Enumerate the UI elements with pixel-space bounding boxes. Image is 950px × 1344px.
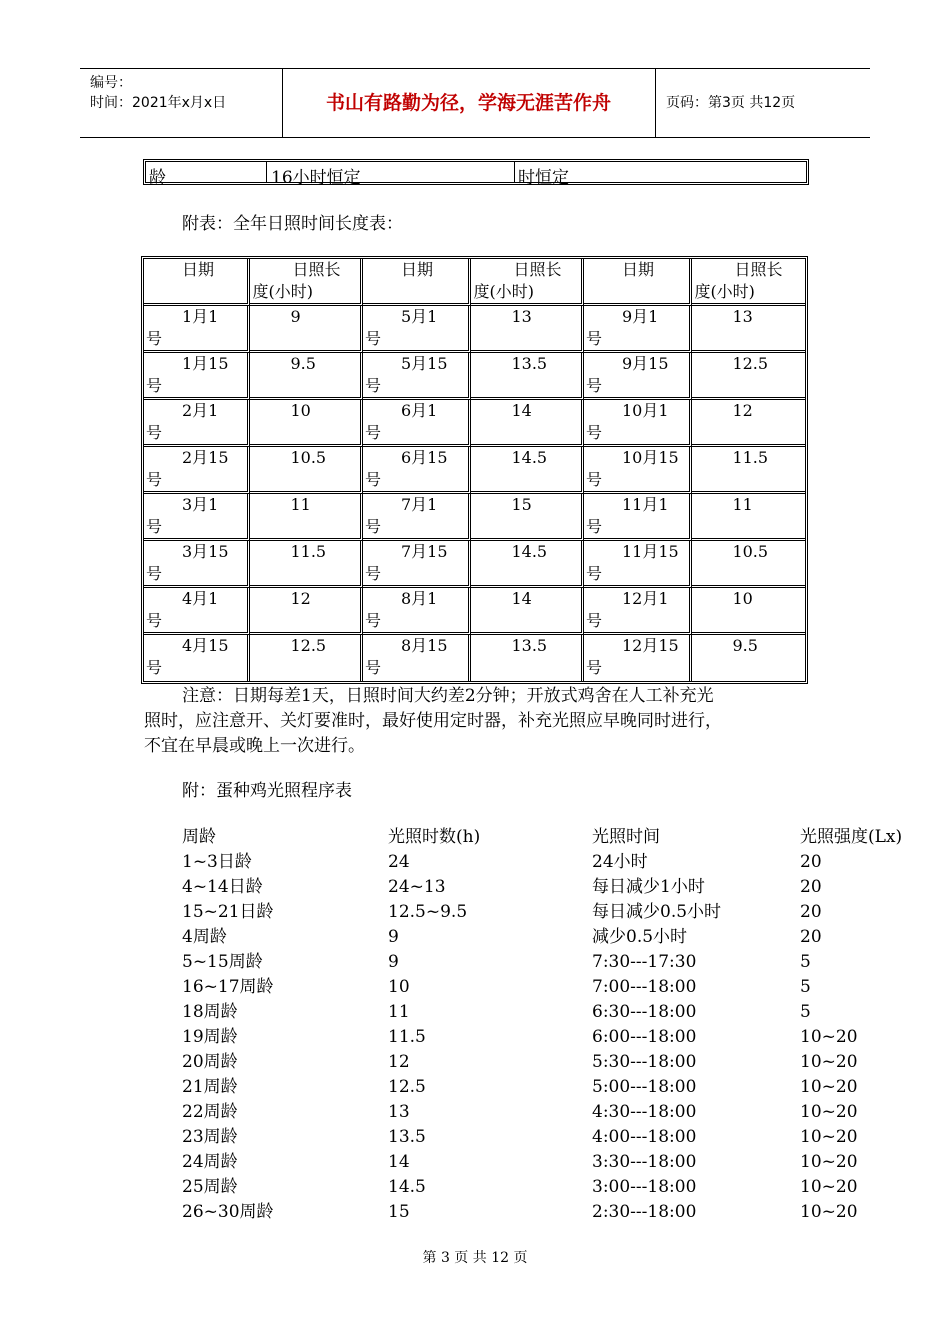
page-header: [80, 68, 870, 138]
daylight-hours-cell: 9.5: [250, 353, 363, 400]
date-cell: [584, 541, 692, 588]
date-cell: [584, 353, 692, 400]
program-cell: 每日减少1小时: [592, 877, 705, 897]
program-cell: 19周龄: [182, 1027, 238, 1047]
program-cell: 4周龄: [182, 927, 227, 947]
date-suffix: 号: [364, 611, 381, 630]
program-cell: 12.5: [388, 1077, 426, 1097]
header-length-line1: 日照长: [292, 260, 341, 279]
program-cell: 25周龄: [182, 1177, 238, 1197]
program-cell: 24小时: [592, 852, 648, 872]
date-suffix: 号: [146, 423, 163, 442]
date-day: 5月15: [400, 354, 448, 373]
date-cell: [144, 353, 250, 400]
program-cell: 11: [388, 1002, 410, 1022]
program-cell: 10~20: [800, 1077, 858, 1097]
date-suffix: 号: [146, 658, 163, 677]
program-cell: 11.5: [388, 1027, 426, 1047]
daylight-hours-cell: 10: [250, 400, 363, 447]
daylight-hours-cell: 14: [471, 588, 584, 635]
date-cell: [144, 400, 250, 447]
doc-number-label: 编号：: [90, 75, 132, 91]
header-divider: [655, 69, 656, 137]
program-cell: 15~21日龄: [182, 902, 274, 922]
date-suffix: 号: [585, 329, 602, 348]
date-suffix: 号: [364, 564, 381, 583]
daylight-hours-cell: 14.5: [471, 447, 584, 494]
program-cell: 1~3日龄: [182, 852, 252, 872]
date-cell: [584, 400, 692, 447]
date-day: 8月1: [400, 589, 438, 608]
program-cell: 5~15周龄: [182, 952, 263, 972]
date-day: 4月15: [182, 636, 229, 655]
daylight-hours-cell: 12.5: [692, 353, 805, 400]
continued-table-row: [143, 159, 809, 188]
date-cell: [363, 400, 471, 447]
date-suffix: 号: [585, 564, 602, 583]
header-motto: 书山有路勤为径，学海无涯苦作舟: [325, 92, 611, 114]
date-day: 12月1: [621, 589, 669, 608]
program-cell: 周龄: [182, 827, 216, 847]
program-cell: 20: [800, 877, 822, 897]
date-cell: [144, 635, 250, 681]
program-cell: 22周龄: [182, 1102, 238, 1122]
header-length-line2: 度(小时): [694, 282, 755, 301]
program-cell: 9: [388, 927, 399, 947]
table-row: [144, 400, 805, 447]
date-day: 10月15: [621, 448, 679, 467]
program-cell: 14: [388, 1152, 410, 1172]
program-cell: 4~14日龄: [182, 877, 263, 897]
table-row: [144, 494, 805, 541]
date-day: 5月1: [400, 307, 438, 326]
date-day: 2月1: [182, 401, 219, 420]
program-cell: 10~20: [800, 1152, 858, 1172]
daylight-hours-cell: 15: [471, 494, 584, 541]
table-row: [144, 306, 805, 353]
appendix-title: 附表：全年日照时间长度表：: [182, 214, 403, 234]
date-day: 9月15: [621, 354, 669, 373]
program-cell: 24周龄: [182, 1152, 238, 1172]
program-cell: 13.5: [388, 1127, 426, 1147]
daylight-hours-cell: 14.5: [471, 541, 584, 588]
date-day: 11月15: [621, 542, 679, 561]
date-day: 4月1: [182, 589, 219, 608]
date-cell: [584, 588, 692, 635]
table-row: [144, 635, 805, 681]
date-suffix: 号: [146, 470, 163, 489]
header-length-line2: 度(小时): [252, 282, 313, 301]
date-suffix: 号: [585, 658, 602, 677]
table-row: [144, 447, 805, 494]
date-suffix: 号: [585, 611, 602, 630]
date-day: 6月1: [400, 401, 438, 420]
header-length-line1: 日照长: [513, 260, 562, 279]
date-suffix: 号: [585, 517, 602, 536]
program-cell: 7:00---18:00: [592, 977, 697, 997]
date-suffix: 号: [146, 376, 163, 395]
program-cell: 14.5: [388, 1177, 426, 1197]
program-cell: 10~20: [800, 1127, 858, 1147]
date-suffix: 号: [585, 376, 602, 395]
date-suffix: 号: [364, 470, 381, 489]
program-cell: 10~20: [800, 1052, 858, 1072]
date-day: 1月15: [182, 354, 229, 373]
daylight-table: [141, 256, 808, 684]
date-suffix: 号: [364, 376, 381, 395]
header-meta: [90, 73, 226, 113]
program-cell: 12: [388, 1052, 410, 1072]
daylight-hours-cell: 11: [250, 494, 363, 541]
daylight-hours-cell: 11.5: [692, 447, 805, 494]
table-row: [144, 541, 805, 588]
daylight-hours-cell: 9: [250, 306, 363, 353]
page-footer: 第 3 页 共 12 页: [422, 1250, 528, 1266]
header-length: [250, 259, 363, 306]
program-cell: 6:00---18:00: [592, 1027, 697, 1047]
program-title: 附：蛋种鸡光照程序表: [182, 781, 352, 801]
date-day: 6月15: [400, 448, 448, 467]
date-day: 9月1: [621, 307, 659, 326]
date-cell: [144, 588, 250, 635]
program-cell: 20: [800, 852, 822, 872]
date-day: 8月15: [400, 636, 448, 655]
note-line-2: 照时，应注意开、关灯要准时，最好使用定时器，补充光照应早晚同时进行，: [144, 711, 722, 731]
date-cell: [584, 306, 692, 353]
program-cell: 20: [800, 927, 822, 947]
header-length-line1: 日照长: [734, 260, 783, 279]
program-cell: 10: [388, 977, 410, 997]
program-cell: 6:30---18:00: [592, 1002, 697, 1022]
program-cell: 4:30---18:00: [592, 1102, 697, 1122]
date-suffix: 号: [146, 564, 163, 583]
date-cell: [363, 588, 471, 635]
date-day: 2月15: [182, 448, 229, 467]
daylight-hours-cell: 10.5: [692, 541, 805, 588]
daylight-hours-cell: 9.5: [732, 636, 758, 655]
daylight-hours-cell: 10.5: [250, 447, 363, 494]
program-cell: 4:00---18:00: [592, 1127, 697, 1147]
cell-age: 龄: [149, 168, 166, 188]
date-cell: [363, 494, 471, 541]
program-cell: 3:00---18:00: [592, 1177, 697, 1197]
table-header-row: [144, 259, 805, 306]
program-cell: 减少0.5小时: [592, 927, 688, 947]
date-day: 11月1: [621, 495, 669, 514]
header-length-line2: 度(小时): [473, 282, 534, 301]
date-cell: [584, 635, 692, 681]
date-cell: [363, 306, 471, 353]
cell-constant: 时恒定: [518, 168, 569, 188]
date-day: 12月15: [621, 636, 679, 655]
program-cell: 10~20: [800, 1177, 858, 1197]
program-cell: 18周龄: [182, 1002, 238, 1022]
date-cell: [363, 635, 471, 681]
note-line-3: 不宜在早晨或晚上一次进行。: [144, 736, 365, 756]
program-cell: 5: [800, 1002, 811, 1022]
date-suffix: 号: [364, 423, 381, 442]
date-cell: [363, 541, 471, 588]
daylight-hours-cell: 10: [692, 588, 805, 635]
program-cell: 24: [388, 852, 410, 872]
header-length: [471, 259, 584, 306]
program-cell: 15: [388, 1202, 410, 1222]
program-cell: 12.5~9.5: [388, 902, 468, 922]
program-cell: 3:30---18:00: [592, 1152, 697, 1172]
doc-date-label: 时间：2021年x月x日: [90, 95, 227, 111]
date-day: 7月15: [400, 542, 448, 561]
program-cell: 每日减少0.5小时: [592, 902, 722, 922]
note-line-1: 注意：日期每差1天，日照时间大约差2分钟；开放式鸡舍在人工补充光: [182, 686, 714, 706]
program-cell: 5:00---18:00: [592, 1077, 697, 1097]
date-cell: [144, 494, 250, 541]
program-cell: 光照强度(Lx): [800, 827, 903, 847]
date-suffix: 号: [364, 329, 381, 348]
program-cell: 7:30---17:30: [592, 952, 697, 972]
table-row: [144, 588, 805, 635]
program-cell: 光照时间: [592, 827, 660, 847]
daylight-hours-cell: 12.5: [250, 635, 363, 681]
daylight-hours-cell: 14: [471, 400, 584, 447]
date-cell: [584, 494, 692, 541]
header-date: 日期: [363, 259, 471, 306]
daylight-hours-cell: 13: [692, 306, 805, 353]
header-date: 日期: [584, 259, 692, 306]
program-cell: 光照时数(h): [388, 827, 481, 847]
program-cell: 10~20: [800, 1102, 858, 1122]
program-cell: 2:30---18:00: [592, 1202, 697, 1222]
date-day: 3月1: [182, 495, 219, 514]
cell-16h: 16小时恒定: [271, 168, 361, 188]
daylight-hours-cell: 12: [250, 588, 363, 635]
date-day: 7月1: [400, 495, 438, 514]
date-suffix: 号: [364, 517, 381, 536]
program-cell: 5: [800, 977, 811, 997]
program-cell: 16~17周龄: [182, 977, 274, 997]
program-cell: 26~30周龄: [182, 1202, 274, 1222]
date-day: 1月1: [182, 307, 219, 326]
cell-divider: [514, 162, 515, 182]
program-cell: 20周龄: [182, 1052, 238, 1072]
date-cell: [144, 447, 250, 494]
date-cell: [144, 306, 250, 353]
header-length: [692, 259, 805, 306]
date-cell: [363, 353, 471, 400]
daylight-hours-cell: 13.5: [471, 635, 584, 681]
daylight-hours-cell: 13: [471, 306, 584, 353]
program-cell: 13: [388, 1102, 410, 1122]
date-day: 10月1: [621, 401, 669, 420]
date-day: 3月15: [182, 542, 229, 561]
date-cell: [144, 541, 250, 588]
daylight-hours-cell: 12: [692, 400, 805, 447]
date-cell: [584, 447, 692, 494]
program-cell: 5:30---18:00: [592, 1052, 697, 1072]
date-suffix: 号: [585, 470, 602, 489]
program-cell: 23周龄: [182, 1127, 238, 1147]
program-cell: 10~20: [800, 1027, 858, 1047]
date-suffix: 号: [146, 611, 163, 630]
header-date: 日期: [144, 259, 250, 306]
table-row: [144, 353, 805, 400]
program-cell: 5: [800, 952, 811, 972]
date-suffix: 号: [585, 423, 602, 442]
cell-divider: [266, 162, 267, 182]
daylight-hours-cell: 11.5: [250, 541, 363, 588]
daylight-hours-cell: 11: [692, 494, 805, 541]
program-cell: 24~13: [388, 877, 446, 897]
daylight-hours-cell: 13.5: [471, 353, 584, 400]
date-suffix: 号: [146, 329, 163, 348]
program-cell: 20: [800, 902, 822, 922]
date-suffix: 号: [364, 658, 381, 677]
date-suffix: 号: [146, 517, 163, 536]
program-cell: 9: [388, 952, 399, 972]
header-page-number: 页码：第3页 共12页: [666, 95, 796, 111]
program-cell: 21周龄: [182, 1077, 238, 1097]
date-cell: [363, 447, 471, 494]
program-cell: 10~20: [800, 1202, 858, 1222]
